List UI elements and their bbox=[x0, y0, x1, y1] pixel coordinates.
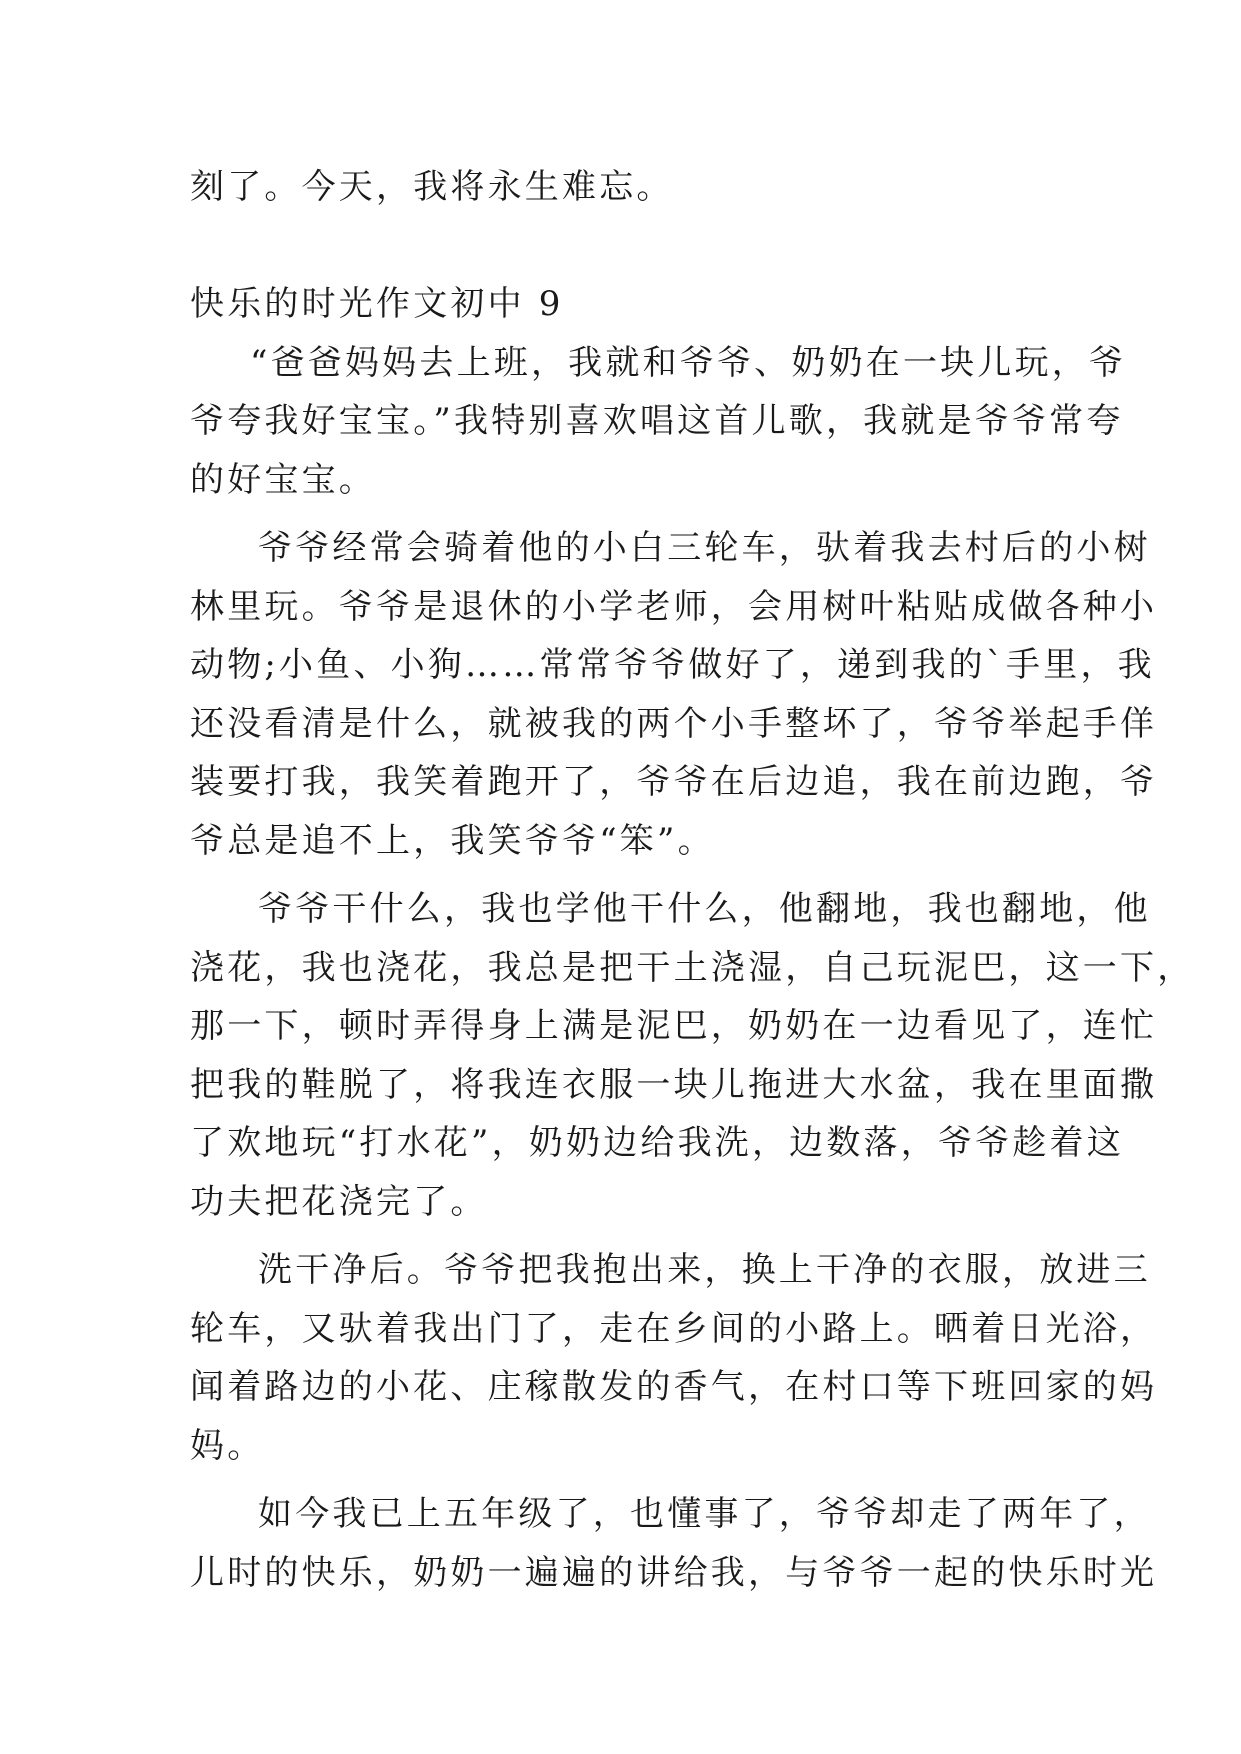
text-line: “爸爸妈妈去上班，我就和爷爷、奶奶在一块儿玩，爷 bbox=[250, 342, 1127, 383]
text-line: 爷爷经常会骑着他的小白三轮车，驮着我去村后的小树 bbox=[258, 528, 1151, 568]
paragraph-3 bbox=[190, 880, 1195, 1231]
paragraph-2 bbox=[190, 519, 1158, 870]
lead-line: 刻了。今天，我将永生难忘。 bbox=[190, 167, 674, 207]
paragraph-4 bbox=[190, 1241, 1158, 1475]
paragraph-1 bbox=[190, 334, 1127, 510]
text-line: 轮车，又驮着我出门了，走在乡间的小路上。晒着日光浴， bbox=[190, 1308, 1158, 1349]
text-line: 把我的鞋脱了，将我连衣服一块儿拖进大水盆，我在里面撒 bbox=[190, 1064, 1158, 1105]
text-line: 爷总是追不上，我笑爷爷“笨”。 bbox=[190, 820, 715, 861]
text-line: 林里玩。爷爷是退休的小学老师，会用树叶粘贴成做各种小 bbox=[190, 586, 1158, 627]
text-line: 动物;小鱼、小狗……常常爷爷做好了，递到我的`手里，我 bbox=[190, 645, 1155, 685]
text-line: 爷夸我好宝宝。”我特别喜欢唱这首儿歌，我就是爷爷常夸 bbox=[190, 401, 1124, 441]
section-title: 快乐的时光作文初中 9 bbox=[190, 284, 564, 324]
document-body bbox=[190, 158, 1195, 1602]
text-line: 装要打我，我笑着跑开了，爷爷在后边追，我在前边跑，爷 bbox=[190, 762, 1158, 802]
paragraph-5 bbox=[190, 1485, 1158, 1602]
text-line: 如今我已上五年级了，也懂事了，爷爷却走了两年了， bbox=[258, 1494, 1151, 1534]
text-line: 功夫把花浇完了。 bbox=[190, 1181, 488, 1222]
text-line: 还没看清是什么，就被我的两个小手整坏了，爷爷举起手佯 bbox=[190, 703, 1158, 744]
text-line: 闻着路边的小花、庄稼散发的香气，在村口等下班回家的妈 bbox=[190, 1367, 1158, 1407]
text-line: 妈。 bbox=[190, 1425, 265, 1466]
text-line: 儿时的快乐，奶奶一遍遍的讲给我，与爷爷一起的快乐时光 bbox=[190, 1552, 1158, 1593]
text-line: 爷爷干什么，我也学他干什么，他翻地，我也翻地，他 bbox=[258, 889, 1151, 929]
text-line: 的好宝宝。 bbox=[190, 459, 376, 500]
text-line: 了欢地玩“打水花”，奶奶边给我洗，边数落，爷爷趁着这 bbox=[190, 1123, 1124, 1163]
text-line: 那一下，顿时弄得身上满是泥巴，奶奶在一边看见了，连忙 bbox=[190, 1006, 1158, 1046]
text-line: 洗干净后。爷爷把我抱出来，换上干净的衣服，放进三 bbox=[258, 1250, 1151, 1290]
text-line: 浇花，我也浇花，我总是把干土浇湿，自己玩泥巴，这一下， bbox=[190, 947, 1195, 988]
